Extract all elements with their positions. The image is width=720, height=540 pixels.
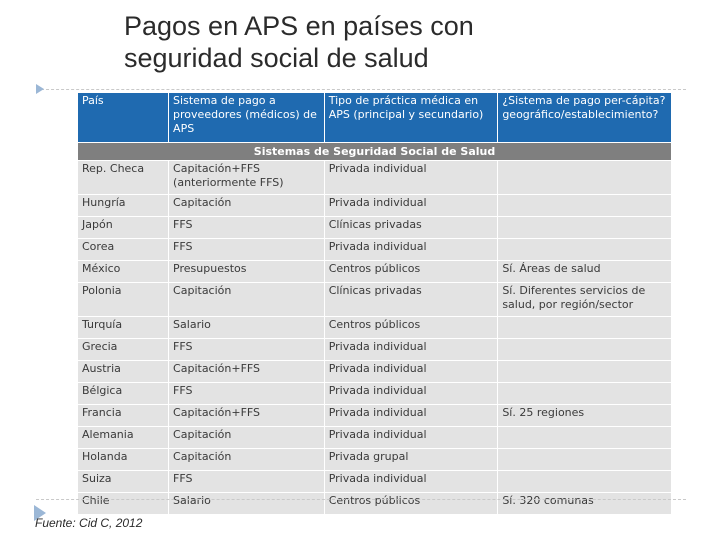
- cell-per-capita: [498, 361, 672, 383]
- cell-country: Corea: [78, 239, 169, 261]
- cell-per-capita: [498, 217, 672, 239]
- cell-practice: Privada individual: [324, 195, 498, 217]
- cell-practice: Privada grupal: [324, 449, 498, 471]
- header-payment-system: Sistema de pago a proveedores (médicos) de APS: [169, 93, 325, 143]
- top-divider: [36, 89, 686, 90]
- cell-per-capita: Sí. 320 comunas: [498, 493, 672, 515]
- cell-country: Polonia: [78, 283, 169, 317]
- table-row: [78, 317, 672, 339]
- cell-payment: Salario: [169, 493, 325, 515]
- slide-title-line-2: seguridad social de salud: [124, 43, 429, 73]
- cell-per-capita: Sí. Diferentes servicios de salud, por región/sector: [498, 283, 672, 317]
- cell-payment: Capitación: [169, 283, 325, 317]
- table-row: [78, 239, 672, 261]
- cell-practice: Centros públicos: [324, 493, 498, 515]
- cell-country: Bélgica: [78, 383, 169, 405]
- cell-payment: FFS: [169, 471, 325, 493]
- table-row: [78, 261, 672, 283]
- cell-country: Japón: [78, 217, 169, 239]
- table-row: [78, 493, 672, 515]
- cell-payment: FFS: [169, 383, 325, 405]
- cell-practice: Privada individual: [324, 427, 498, 449]
- cell-per-capita: Sí. Áreas de salud: [498, 261, 672, 283]
- cell-payment: Presupuestos: [169, 261, 325, 283]
- bottom-divider: [36, 499, 686, 500]
- payment-systems-table: [77, 92, 672, 515]
- cell-practice: Clínicas privadas: [324, 283, 498, 317]
- cell-payment: FFS: [169, 339, 325, 361]
- table-row: [78, 283, 672, 317]
- cell-country: Francia: [78, 405, 169, 427]
- cell-payment: Capitación: [169, 427, 325, 449]
- cell-payment: Capitación+FFS (anteriormente FFS): [169, 161, 325, 195]
- cell-practice: Privada individual: [324, 339, 498, 361]
- cell-per-capita: [498, 427, 672, 449]
- cell-country: Alemania: [78, 427, 169, 449]
- table-row: [78, 383, 672, 405]
- table-header-row: [78, 93, 672, 143]
- cell-per-capita: [498, 471, 672, 493]
- cell-country: México: [78, 261, 169, 283]
- table-row: [78, 471, 672, 493]
- cell-practice: Clínicas privadas: [324, 217, 498, 239]
- header-practice-type: Tipo de práctica médica en APS (principal y secundario): [324, 93, 498, 143]
- table-row: [78, 161, 672, 195]
- table-row: [78, 405, 672, 427]
- source-citation: Fuente: Cid C, 2012: [35, 516, 143, 530]
- cell-per-capita: [498, 317, 672, 339]
- cell-payment: FFS: [169, 239, 325, 261]
- cell-payment: Capitación+FFS: [169, 405, 325, 427]
- table-row: [78, 361, 672, 383]
- cell-per-capita: Sí. 25 regiones: [498, 405, 672, 427]
- cell-per-capita: [498, 449, 672, 471]
- cell-country: Chile: [78, 493, 169, 515]
- table-row: [78, 449, 672, 471]
- slide-title-line-1: Pagos en APS en países con: [124, 11, 474, 41]
- cell-country: Rep. Checa: [78, 161, 169, 195]
- header-country: País: [78, 93, 169, 143]
- slide-title: [124, 10, 684, 74]
- cell-payment: Salario: [169, 317, 325, 339]
- cell-practice: Privada individual: [324, 405, 498, 427]
- table-row: [78, 427, 672, 449]
- cell-country: Grecia: [78, 339, 169, 361]
- cell-per-capita: [498, 195, 672, 217]
- cell-practice: Centros públicos: [324, 317, 498, 339]
- cell-practice: Privada individual: [324, 239, 498, 261]
- cell-country: Suiza: [78, 471, 169, 493]
- cell-per-capita: [498, 383, 672, 405]
- cell-country: Austria: [78, 361, 169, 383]
- cell-payment: Capitación: [169, 195, 325, 217]
- cell-payment: Capitación: [169, 449, 325, 471]
- cell-payment: FFS: [169, 217, 325, 239]
- cell-per-capita: [498, 239, 672, 261]
- cell-practice: Privada individual: [324, 361, 498, 383]
- cell-per-capita: [498, 161, 672, 195]
- cell-country: Holanda: [78, 449, 169, 471]
- cell-practice: Privada individual: [324, 161, 498, 195]
- cell-payment: Capitación+FFS: [169, 361, 325, 383]
- header-per-capita: ¿Sistema de pago per-cápita? geográfico/establecimiento?: [498, 93, 672, 143]
- section-row: [78, 143, 672, 161]
- cell-country: Turquía: [78, 317, 169, 339]
- cell-practice: Privada individual: [324, 383, 498, 405]
- table-row: [78, 339, 672, 361]
- table-row: [78, 195, 672, 217]
- cell-per-capita: [498, 339, 672, 361]
- cell-practice: Centros públicos: [324, 261, 498, 283]
- cell-practice: Privada individual: [324, 471, 498, 493]
- bullet-arrow-icon: [36, 84, 44, 94]
- cell-country: Hungría: [78, 195, 169, 217]
- table-row: [78, 217, 672, 239]
- section-label: Sistemas de Seguridad Social de Salud: [78, 143, 672, 161]
